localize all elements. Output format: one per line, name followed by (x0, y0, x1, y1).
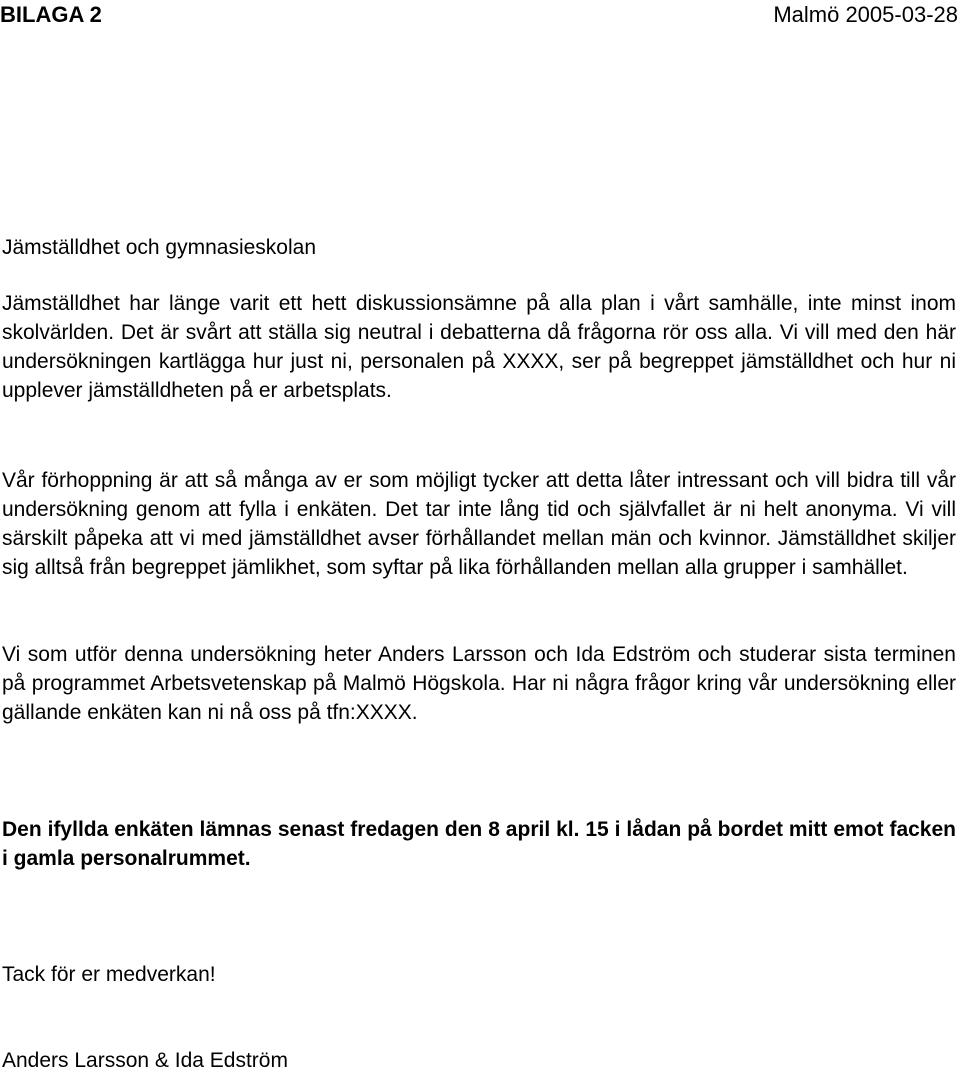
paragraph-authors: Vi som utför denna undersökning heter Anders Larsson och Ida Edström och studerar sista terminen på programmet Arbetsvetenskap på Malmö Högskola. Har ni några frågor kring vår undersökning eller gällande enkäten kan ni nå oss på tfn:XXXX. (2, 643, 956, 724)
paragraph-intro: Jämställdhet har länge varit ett hett diskussionsämne på alla plan i vårt samhälle, inte minst inom skolvärlden. Det är svårt att ställa sig neutral i debatterna då frågorna rör oss alla. Vi vill med den här undersökningen kartlägga hur just ni, personalen på XXXX, ser på begreppet jämställdhet och hur ni upplever jämställdheten på er arbetsplats. (2, 292, 956, 402)
signature: Anders Larsson & Ida Edström (2, 1049, 288, 1072)
document-title: Jämställdhet och gymnasieskolan (2, 236, 316, 259)
place-date: Malmö 2005-03-28 (773, 2, 958, 27)
submission-notice: Den ifyllda enkäten lämnas senast fredagen den 8 april kl. 15 i lådan på bordet mitt emot facken i gamla personalrummet. (2, 818, 956, 870)
attachment-label: BILAGA 2 (0, 2, 102, 27)
closing-thanks: Tack för er medverkan! (2, 963, 216, 986)
paragraph-participation: Vår förhoppning är att så många av er som möjligt tycker att detta låter intressant och vill bidra till vår undersökning genom att fylla i enkäten. Det tar inte lång tid och självfallet är ni helt anonyma. Vi vill särskilt påpeka att vi med jämställdhet avser förhållandet mellan män och kvinnor. Jämställdhet skiljer sig alltså från begreppet jämlikhet, som syftar på lika förhållanden mellan alla grupper i samhället. (2, 469, 956, 579)
